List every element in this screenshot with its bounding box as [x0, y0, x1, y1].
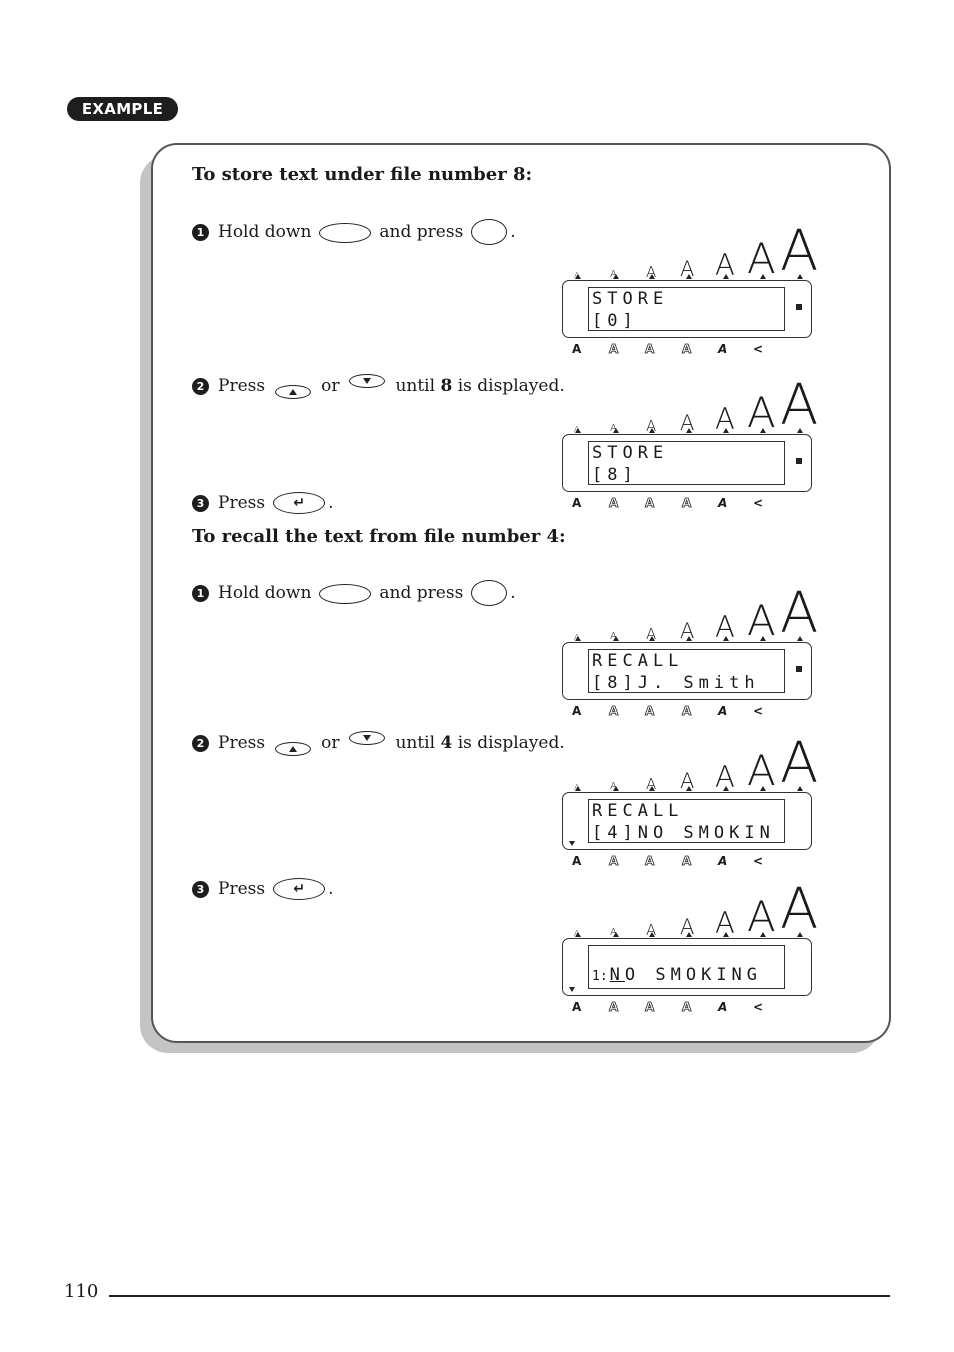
size-indicator-glyph: A [574, 633, 580, 642]
store-key-icon [471, 219, 507, 245]
style-indicator-glyph: A [645, 342, 655, 356]
indicator-arrow-icon [797, 274, 803, 279]
indicator-arrow-icon [723, 932, 729, 937]
lcd-text: O SMOKING [624, 965, 763, 985]
cursor-character: N [609, 965, 625, 985]
style-indicator-glyph: A [718, 704, 728, 718]
style-indicator-glyph: A [609, 1000, 619, 1014]
style-indicator-row [562, 496, 818, 510]
size-indicator-glyph: A [574, 783, 580, 792]
indicator-arrow-icon [613, 636, 619, 641]
size-indicator-glyph: A [646, 417, 657, 435]
lcd-line-1: RECALL [592, 651, 684, 671]
size-indicator-glyph: A [680, 411, 695, 435]
indicator-arrow-icon [686, 932, 692, 937]
style-indicator-glyph: A [682, 1000, 692, 1014]
code-key-icon [319, 223, 371, 243]
size-indicator-row [562, 731, 819, 796]
indicator-arrow-icon [574, 783, 581, 792]
recall-step-2: 2 Press or until 4 is displayed. [192, 730, 565, 756]
size-indicator-row [562, 373, 819, 438]
store-step-2: 2 Press or until 8 is displayed. [192, 373, 565, 399]
size-indicator-glyph: A [574, 425, 580, 434]
enter-key-icon: ↵ [273, 878, 325, 900]
size-indicator-glyph: A [680, 915, 695, 939]
indicator-arrow-icon [686, 274, 692, 279]
indicator-arrow-icon [649, 786, 655, 791]
lcd-frame [562, 792, 812, 850]
lcd-display [562, 581, 819, 718]
indicator-arrow-icon [723, 428, 729, 433]
indicator-arrow-icon [574, 425, 581, 434]
lcd-line-1: STORE [592, 289, 669, 309]
style-indicator-glyph: < [753, 854, 764, 868]
indicator-arrow-icon [613, 786, 619, 791]
step-number-1: 1 [192, 224, 209, 241]
size-indicator-glyph: A [646, 625, 657, 643]
lcd-line-1: RECALL [592, 801, 684, 821]
size-indicator-glyph: A [646, 775, 657, 793]
step-number-3: 3 [192, 495, 209, 512]
size-indicator-glyph: A [610, 423, 617, 434]
style-indicator-glyph: < [753, 496, 764, 510]
code-key-icon [319, 584, 371, 604]
lcd-display [562, 373, 819, 510]
size-indicator-glyph: A [715, 760, 735, 794]
size-indicator-glyph: A [747, 596, 776, 645]
style-indicator-row [562, 1000, 818, 1014]
step-number-1: 1 [192, 585, 209, 602]
indicator-arrow-icon [613, 932, 619, 937]
style-indicator-row [562, 342, 818, 356]
lcd-screen [588, 799, 785, 843]
style-indicator-glyph: A [682, 704, 692, 718]
recall-step-1: 1 Hold down and press . [192, 580, 516, 606]
step-number-2: 2 [192, 735, 209, 752]
style-indicator-glyph: < [753, 1000, 764, 1014]
indicator-arrow-icon [574, 929, 581, 938]
size-indicator-glyph: A [780, 581, 819, 646]
indicator-arrow-icon [686, 428, 692, 433]
size-indicator-row [562, 581, 819, 646]
style-indicator-glyph: A [572, 1000, 582, 1014]
style-indicator-glyph: A [718, 496, 728, 510]
size-indicator-glyph: A [646, 921, 657, 939]
size-indicator-glyph: A [747, 388, 776, 437]
scroll-down-indicator-icon [569, 987, 575, 992]
size-indicator-glyph: A [747, 234, 776, 283]
lcd-line-2: [8]J. Smith [592, 673, 760, 693]
recall-heading: To recall the text from file number 4: [192, 526, 566, 547]
style-indicator-row [562, 854, 818, 868]
size-indicator-glyph: A [715, 248, 735, 282]
lcd-line-2: [8] [592, 465, 638, 485]
size-indicator-row [562, 877, 819, 942]
indicator-arrow-icon [723, 274, 729, 279]
size-indicator-row [562, 219, 819, 284]
size-indicator-glyph: A [574, 929, 580, 938]
indicator-arrow-icon [760, 636, 766, 641]
size-indicator-glyph: A [680, 257, 695, 281]
enter-key-icon: ↵ [273, 492, 325, 514]
style-indicator-glyph: A [718, 342, 728, 356]
example-badge: EXAMPLE [67, 97, 178, 121]
lcd-frame [562, 938, 812, 996]
lcd-frame [562, 280, 812, 338]
caps-indicator-icon [796, 304, 802, 310]
indicator-arrow-icon [797, 428, 803, 433]
style-indicator-row [562, 704, 818, 718]
indicator-arrow-icon [797, 636, 803, 641]
indicator-arrow-icon [760, 428, 766, 433]
down-arrow-key-icon [349, 374, 385, 388]
indicator-arrow-icon [574, 271, 581, 280]
step-number-2: 2 [192, 378, 209, 395]
indicator-arrow-icon [797, 786, 803, 791]
indicator-arrow-icon [723, 786, 729, 791]
style-indicator-glyph: A [682, 854, 692, 868]
size-indicator-glyph: A [680, 769, 695, 793]
style-indicator-glyph: A [645, 496, 655, 510]
size-indicator-glyph: A [610, 269, 617, 280]
indicator-arrow-icon [760, 786, 766, 791]
indicator-arrow-icon [723, 636, 729, 641]
size-indicator-glyph: A [780, 877, 819, 942]
lcd-screen [588, 287, 785, 331]
size-indicator-glyph: A [780, 219, 819, 284]
size-indicator-glyph: A [715, 610, 735, 644]
lcd-screen [588, 441, 785, 485]
indicator-arrow-icon [649, 428, 655, 433]
style-indicator-glyph: A [645, 1000, 655, 1014]
style-indicator-glyph: A [645, 854, 655, 868]
page-number: 110 [64, 1281, 99, 1302]
scroll-down-indicator-icon [569, 841, 575, 846]
lcd-display [562, 731, 819, 868]
caps-indicator-icon [796, 458, 802, 464]
style-indicator-glyph: A [682, 496, 692, 510]
up-arrow-key-icon [275, 742, 311, 756]
store-step-1: 1 Hold down and press . [192, 219, 516, 245]
indicator-arrow-icon [686, 636, 692, 641]
indicator-arrow-icon [760, 932, 766, 937]
style-indicator-glyph: A [718, 854, 728, 868]
indicator-arrow-icon [760, 274, 766, 279]
lcd-line-1: STORE [592, 443, 669, 463]
size-indicator-glyph: A [747, 746, 776, 795]
caps-indicator-icon [796, 666, 802, 672]
store-heading: To store text under file number 8: [192, 164, 533, 185]
style-indicator-glyph: A [645, 704, 655, 718]
style-indicator-glyph: A [609, 496, 619, 510]
lcd-display [562, 219, 819, 356]
style-indicator-glyph: A [609, 704, 619, 718]
size-indicator-glyph: A [780, 373, 819, 438]
style-indicator-glyph: A [682, 342, 692, 356]
style-indicator-glyph: A [718, 1000, 728, 1014]
lcd-screen [588, 945, 785, 989]
indicator-arrow-icon [574, 633, 581, 642]
lcd-frame [562, 434, 812, 492]
recall-key-icon [471, 580, 507, 606]
lcd-screen [588, 649, 785, 693]
size-indicator-glyph: A [610, 781, 617, 792]
indicator-arrow-icon [797, 932, 803, 937]
style-indicator-glyph: < [753, 704, 764, 718]
size-indicator-glyph: A [780, 731, 819, 796]
style-indicator-glyph: A [572, 704, 582, 718]
line-number-prefix: 1: [592, 969, 608, 984]
lcd-line-2: [4]NO SMOKIN [592, 823, 775, 843]
style-indicator-glyph: A [572, 496, 582, 510]
indicator-arrow-icon [613, 428, 619, 433]
indicator-arrow-icon [613, 274, 619, 279]
size-indicator-glyph: A [646, 263, 657, 281]
lcd-line-1 [592, 964, 762, 988]
size-indicator-glyph: A [680, 619, 695, 643]
up-arrow-key-icon [275, 385, 311, 399]
style-indicator-glyph: A [572, 854, 582, 868]
style-indicator-glyph: < [753, 342, 764, 356]
footer-rule [109, 1295, 890, 1297]
lcd-frame [562, 642, 812, 700]
lcd-display [562, 877, 819, 1014]
indicator-arrow-icon [649, 636, 655, 641]
store-step-3: 3 Press ↵ . [192, 490, 333, 516]
style-indicator-glyph: A [609, 342, 619, 356]
indicator-arrow-icon [649, 274, 655, 279]
size-indicator-glyph: A [747, 892, 776, 941]
style-indicator-glyph: A [572, 342, 582, 356]
down-arrow-key-icon [349, 731, 385, 745]
size-indicator-glyph: A [715, 906, 735, 940]
style-indicator-glyph: A [609, 854, 619, 868]
size-indicator-glyph: A [574, 271, 580, 280]
step-number-3: 3 [192, 881, 209, 898]
indicator-arrow-icon [686, 786, 692, 791]
recall-step-3: 3 Press ↵ . [192, 876, 333, 902]
size-indicator-glyph: A [610, 927, 617, 938]
indicator-arrow-icon [649, 932, 655, 937]
size-indicator-glyph: A [715, 402, 735, 436]
lcd-line-2: [0] [592, 311, 638, 331]
size-indicator-glyph: A [610, 631, 617, 642]
